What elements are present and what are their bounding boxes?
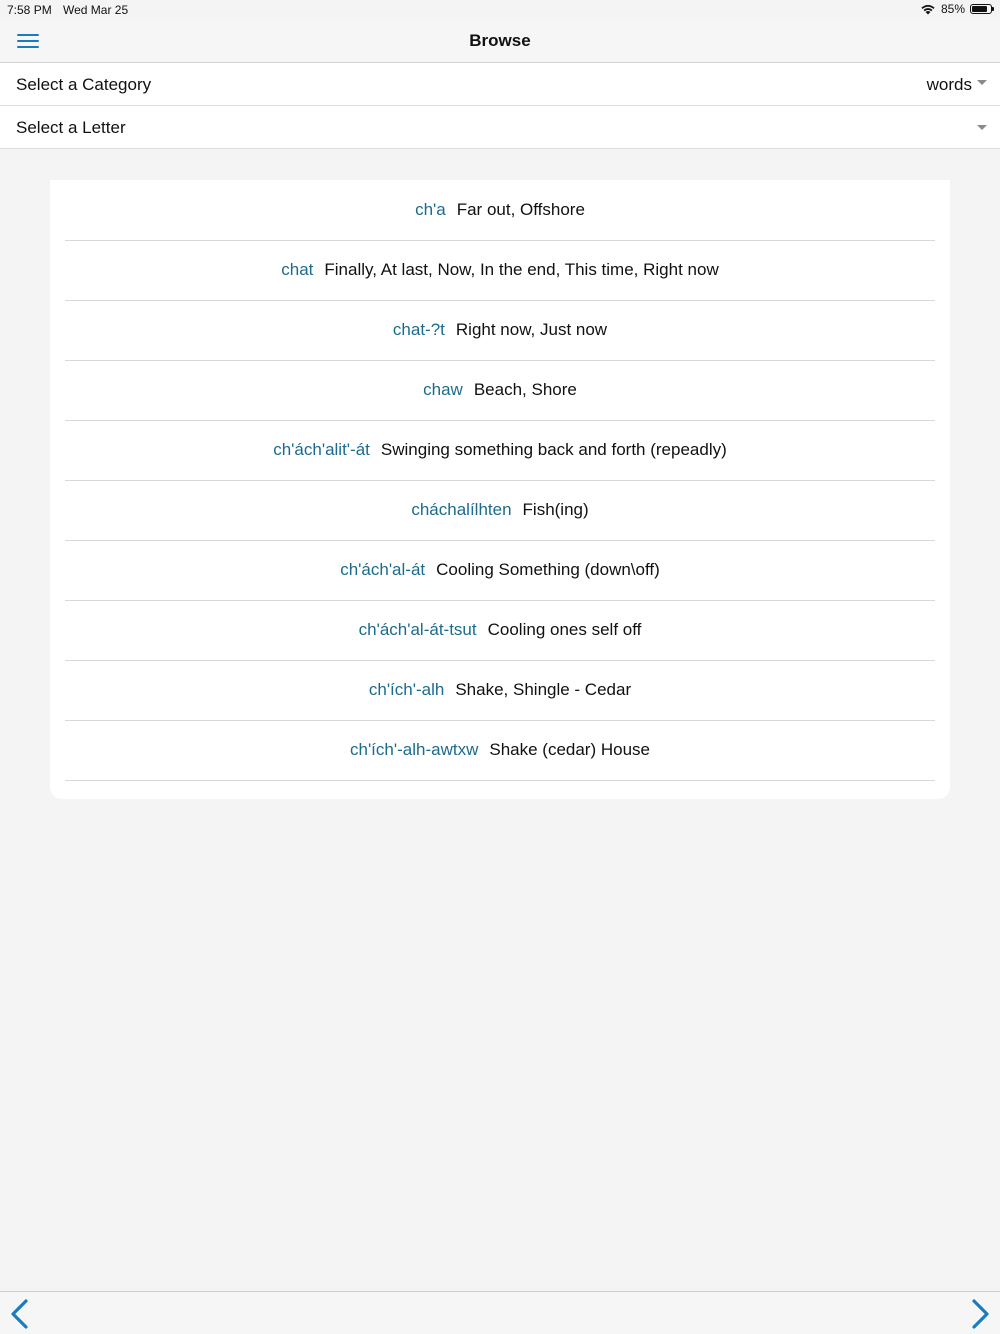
- caret-down-icon: [977, 80, 987, 85]
- word-definition: Shake (cedar) House: [489, 740, 650, 759]
- caret-down-icon: [977, 125, 987, 130]
- letter-label: Select a Letter: [16, 118, 126, 137]
- battery-icon: [970, 4, 992, 14]
- list-item[interactable]: [65, 240, 935, 301]
- category-value: words: [926, 75, 972, 94]
- word-term: chaw: [423, 380, 463, 399]
- status-time: 7:58 PM: [7, 3, 52, 17]
- letter-selector[interactable]: [0, 106, 1000, 149]
- page-title: Browse: [469, 31, 531, 50]
- list-item[interactable]: [65, 480, 935, 541]
- word-term: chat-?t: [392, 320, 445, 339]
- category-selector[interactable]: [0, 63, 1000, 106]
- list-item[interactable]: [65, 300, 935, 361]
- battery-percent: 85%: [940, 2, 965, 16]
- list-item[interactable]: [65, 180, 935, 241]
- word-definition: Cooling ones self off: [487, 620, 642, 639]
- list-item[interactable]: [65, 360, 935, 421]
- list-item[interactable]: [65, 600, 935, 661]
- word-term: ch'ích'-alh: [368, 680, 445, 699]
- word-definition: Far out, Offshore: [456, 200, 585, 219]
- word-definition: Shake, Shingle - Cedar: [455, 680, 632, 699]
- wifi-icon: [920, 3, 936, 15]
- word-definition: Fish(ing): [522, 500, 589, 519]
- list-item[interactable]: [65, 720, 935, 781]
- word-term: ch'a: [415, 200, 446, 219]
- word-term: ch'ách'al-át: [340, 560, 426, 579]
- list-item[interactable]: [65, 420, 935, 481]
- word-definition: Cooling Something (down\off): [436, 560, 660, 579]
- status-indicators: [920, 2, 992, 16]
- word-term: cháchalílhten: [411, 500, 512, 519]
- word-definition: Finally, At last, Now, In the end, This time, Right now: [324, 260, 719, 279]
- chevron-left-icon[interactable]: [8, 1298, 32, 1330]
- navigation-bar: [0, 20, 1000, 63]
- word-definition: Right now, Just now: [455, 320, 608, 339]
- status-date: Wed Mar 25: [63, 3, 129, 17]
- word-list: [50, 180, 950, 799]
- word-term: chat: [281, 260, 314, 279]
- word-term: ch'ách'al-át-tsut: [358, 620, 477, 639]
- list-item[interactable]: [65, 540, 935, 601]
- category-label: Select a Category: [16, 75, 152, 94]
- word-definition: Beach, Shore: [473, 380, 577, 399]
- word-term: ch'ách'alit'-át: [273, 440, 370, 459]
- list-item[interactable]: [65, 660, 935, 721]
- word-term: ch'ích'-alh-awtxw: [349, 740, 479, 759]
- chevron-right-icon[interactable]: [968, 1298, 992, 1330]
- status-bar: [0, 0, 1000, 20]
- word-definition: Swinging something back and forth (repeadly): [380, 440, 727, 459]
- bottom-toolbar: [0, 1291, 1000, 1334]
- battery-fill: [972, 6, 987, 12]
